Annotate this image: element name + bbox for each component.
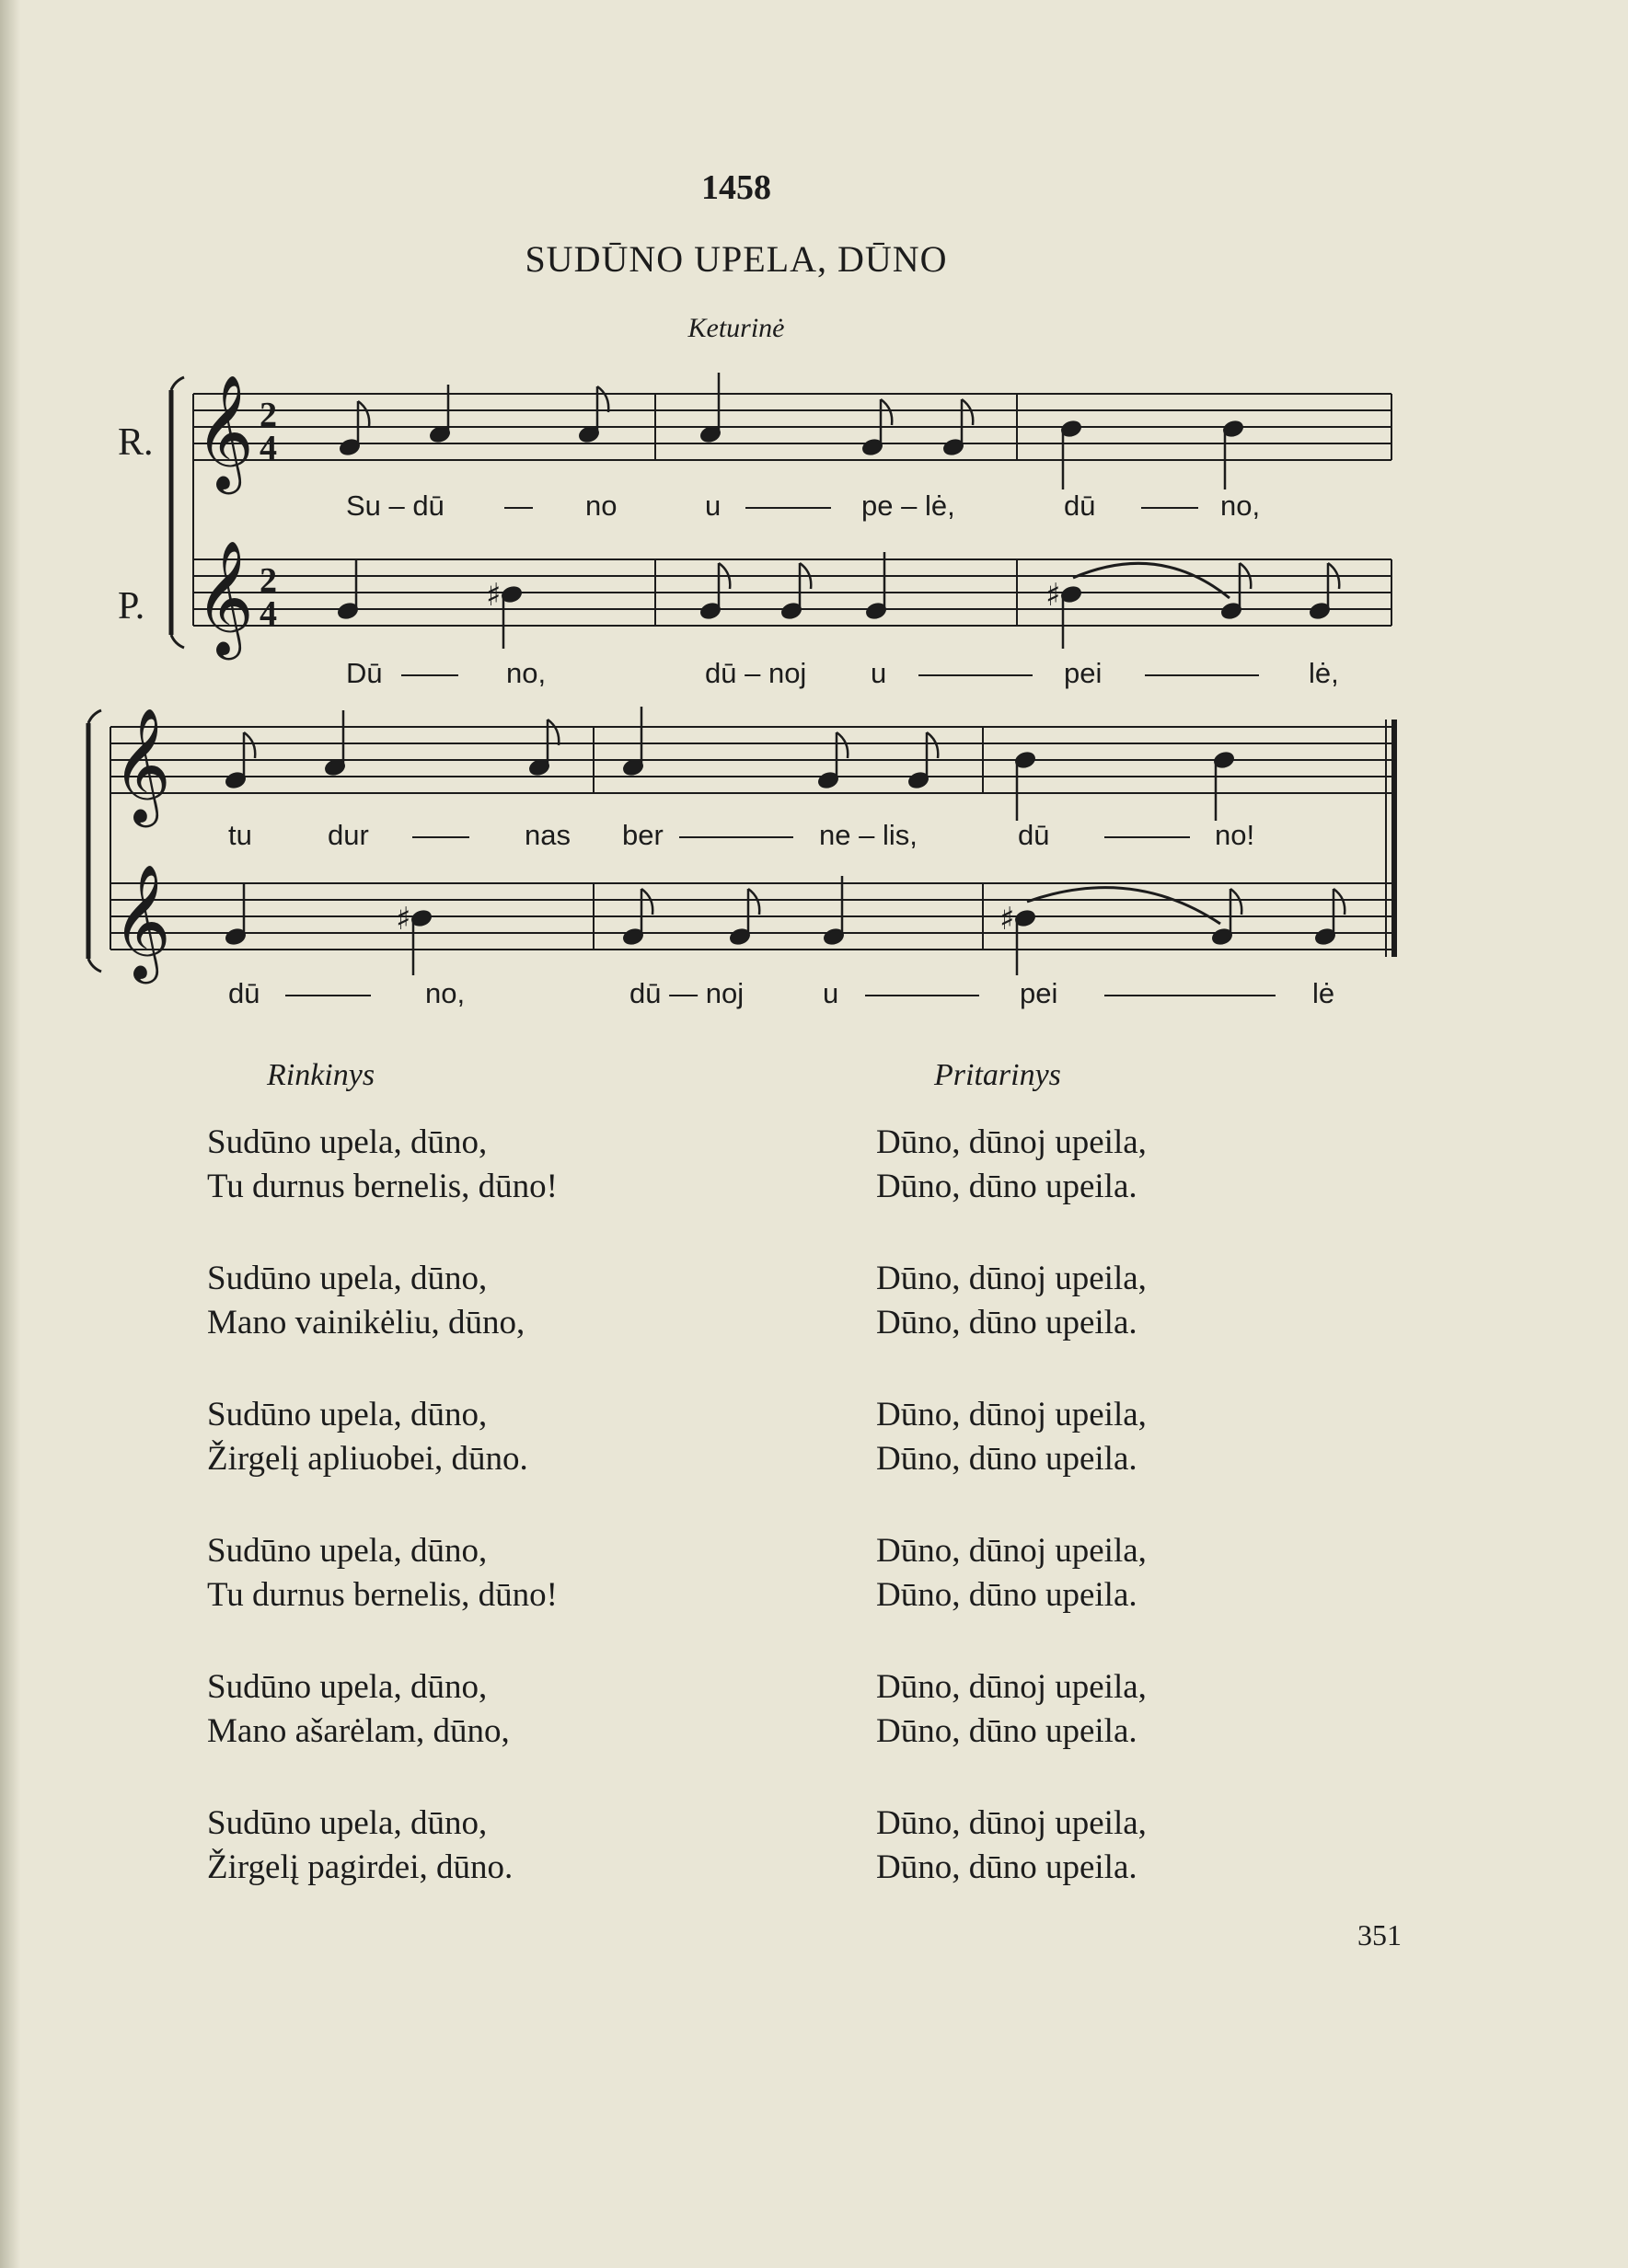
svg-text:pei: pei: [1064, 657, 1103, 689]
svg-text:dū – noj: dū – noj: [705, 657, 807, 689]
svg-text:no,: no,: [506, 657, 547, 689]
verse-line: Sudūno upela, dūno,: [207, 1123, 488, 1161]
verse-line: Sudūno upela, dūno,: [207, 1260, 488, 1297]
treble-clef-icon: 𝄞: [112, 864, 171, 979]
verse-line: Dūno, dūno upeila.: [876, 1168, 1137, 1205]
verse-line: Sudūno upela, dūno,: [207, 1532, 488, 1570]
verse-line: Dūno, dūnoj upeila,: [876, 1804, 1147, 1842]
svg-text:——: ——: [1141, 489, 1198, 522]
notes-r-system1: [339, 373, 1244, 489]
svg-text:pei: pei: [1020, 977, 1058, 1009]
verse-left-4: [207, 1529, 558, 1618]
verse-line: Dūno, dūnoj upeila,: [876, 1668, 1147, 1706]
svg-text:——————: ——————: [1104, 977, 1276, 1009]
verse-line: Tu durnus bernelis, dūno!: [207, 1168, 558, 1205]
verse-right-3: [876, 1393, 1147, 1481]
verse-line: Dūno, dūno upeila.: [876, 1440, 1137, 1478]
svg-text:nas: nas: [525, 819, 571, 851]
verse-line: Sudūno upela, dūno,: [207, 1396, 488, 1433]
song-number: 1458: [701, 168, 771, 207]
verse-left-3: [207, 1393, 528, 1481]
notes-p-system2: [225, 876, 1345, 975]
svg-text:——: ——: [401, 657, 458, 689]
svg-text:dū — noj: dū — noj: [629, 977, 745, 1009]
svg-text:dū: dū: [228, 977, 260, 1009]
svg-text:ber: ber: [622, 819, 664, 851]
svg-text:u: u: [823, 977, 839, 1009]
svg-text:dur: dur: [328, 819, 369, 851]
rinkinys-heading: Rinkinys: [267, 1058, 375, 1092]
verse-line: Dūno, dūno upeila.: [876, 1712, 1137, 1750]
music-score: [0, 0, 1628, 1030]
pritarinys-heading: Pritarinys: [934, 1058, 1061, 1092]
svg-text:no: no: [585, 489, 618, 522]
svg-text:Dū: Dū: [346, 657, 383, 689]
staff-r-system2: [110, 727, 1395, 793]
verse-line: Sudūno upela, dūno,: [207, 1668, 488, 1706]
svg-text:2: 2: [260, 396, 277, 434]
svg-text:2: 2: [260, 561, 277, 600]
verse-line: Žirgelį pagirdei, dūno.: [207, 1848, 514, 1886]
sharp-icon: ♯: [486, 577, 502, 614]
verse-line: Dūno, dūnoj upeila,: [876, 1532, 1147, 1570]
treble-clef-icon: 𝄞: [112, 708, 171, 823]
svg-text:—: —: [504, 489, 533, 522]
notes-r-system2: [225, 707, 1235, 821]
verse-left-6: [207, 1802, 513, 1890]
treble-clefs: [112, 374, 254, 984]
verse-right-4: [876, 1529, 1147, 1618]
svg-text:dū: dū: [1018, 819, 1050, 851]
treble-clef-icon: 𝄞: [195, 540, 254, 655]
verse-left-1: [207, 1121, 558, 1209]
sharp-icon: ♯: [396, 901, 411, 938]
svg-text:————: ————: [865, 977, 979, 1009]
svg-text:————: ————: [679, 819, 793, 851]
svg-text:4: 4: [260, 594, 277, 633]
time-signatures: [260, 396, 277, 633]
svg-text:——: ——: [412, 819, 469, 851]
lyrics-r-system1: [346, 489, 1260, 522]
verse-line: Mano vainikėliu, dūno,: [207, 1304, 525, 1341]
svg-text:Su – dū: Su – dū: [346, 489, 445, 522]
verse-right-2: [876, 1257, 1147, 1345]
svg-text:4: 4: [260, 429, 277, 467]
svg-text:———: ———: [745, 489, 831, 522]
voice-label-r: R.: [118, 421, 154, 464]
sharp-icon: ♯: [1045, 577, 1061, 614]
svg-text:tu: tu: [228, 819, 252, 851]
svg-text:no,: no,: [425, 977, 466, 1009]
lyrics-p-system1: [346, 657, 1339, 689]
lyrics-r-system2: [228, 819, 1254, 851]
svg-text:lė,: lė,: [1309, 657, 1339, 689]
treble-clef-icon: 𝄞: [195, 374, 254, 489]
verse-right-6: [876, 1802, 1147, 1890]
verse-line: Sudūno upela, dūno,: [207, 1804, 488, 1842]
svg-text:————: ————: [918, 657, 1033, 689]
svg-text:lė: lė: [1312, 977, 1335, 1009]
verse-line: Dūno, dūnoj upeila,: [876, 1260, 1147, 1297]
svg-text:dū: dū: [1064, 489, 1096, 522]
svg-text:ne – lis,: ne – lis,: [819, 819, 918, 851]
svg-text:pe – lė,: pe – lė,: [861, 489, 955, 522]
song-title: SUDŪNO UPELA, DŪNO: [525, 238, 948, 280]
verse-left-2: [207, 1257, 525, 1345]
verse-line: Tu durnus bernelis, dūno!: [207, 1576, 558, 1614]
svg-text:no,: no,: [1220, 489, 1261, 522]
svg-text:u: u: [871, 657, 887, 689]
verse-line: Mano ašarėlam, dūno,: [207, 1712, 510, 1750]
svg-text:————: ————: [1145, 657, 1259, 689]
page-number: 351: [1357, 1918, 1402, 1951]
verse-line: Žirgelį apliuobei, dūno.: [207, 1440, 528, 1478]
verse-line: Dūno, dūno upeila.: [876, 1576, 1137, 1614]
verse-line: Dūno, dūno upeila.: [876, 1848, 1137, 1886]
lyrics-p-system2: [228, 977, 1334, 1009]
svg-text:———: ———: [285, 977, 371, 1009]
svg-text:u: u: [705, 489, 722, 522]
verse-line: Dūno, dūnoj upeila,: [876, 1396, 1147, 1433]
staff-r-system1: [193, 394, 1391, 460]
verse-left-5: [207, 1665, 510, 1754]
verse-right-5: [876, 1665, 1147, 1754]
verse-line: Dūno, dūnoj upeila,: [876, 1123, 1147, 1161]
voice-label-p: P.: [118, 585, 145, 627]
verse-line: Dūno, dūno upeila.: [876, 1304, 1137, 1341]
svg-text:no!: no!: [1215, 819, 1255, 851]
final-barline: [1391, 720, 1397, 957]
svg-text:———: ———: [1104, 819, 1190, 851]
sharp-icon: ♯: [999, 901, 1015, 938]
tempo-marking: Keturinė: [687, 313, 785, 343]
verse-right-1: [876, 1121, 1147, 1209]
